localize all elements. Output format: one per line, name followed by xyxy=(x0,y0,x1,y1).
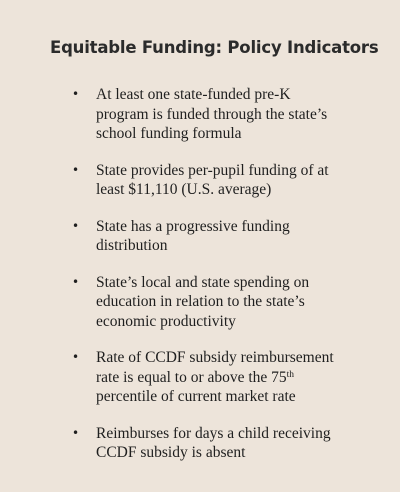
bullet-icon: • xyxy=(72,87,80,101)
indicator-text-line: rate is equal to or above the 75 xyxy=(96,368,287,386)
list-item xyxy=(0,161,400,200)
bullet-icon: • xyxy=(72,425,80,440)
list-item xyxy=(0,85,400,144)
bullet-icon: • xyxy=(72,218,80,233)
indicator-text-line: Reimburses for days a child receiving xyxy=(96,424,331,442)
indicator-text-line: school funding formula xyxy=(96,125,242,142)
indicator-text-line: State has a progressive funding xyxy=(96,217,290,235)
indicator-text-line: CCDF subsidy is absent xyxy=(96,444,246,461)
indicator-text-line: least $11,110 (U.S. average) xyxy=(96,181,272,198)
list-item xyxy=(0,348,400,407)
ordinal-superscript: th xyxy=(286,369,295,380)
indicator-text-line: Rate of CCDF subsidy reimbursement xyxy=(96,349,334,366)
list-item xyxy=(0,273,400,332)
indicator-text-line: distribution xyxy=(96,237,168,254)
bullet-icon: • xyxy=(72,162,80,177)
indicator-text-line: At least one state-funded pre-K xyxy=(96,86,291,103)
indicator-text-line: percentile of current market rate xyxy=(96,388,296,405)
panel-title: Equitable Funding: Policy Indicators xyxy=(50,38,379,57)
indicator-text-line: program is funded through the state’s xyxy=(96,105,328,123)
list-item xyxy=(0,424,400,463)
indicator-list xyxy=(0,85,400,480)
indicator-text-line: economic productivity xyxy=(96,312,236,330)
list-item xyxy=(0,217,400,256)
indicator-text-line: State’s local and state spending on xyxy=(96,273,310,291)
bullet-icon: • xyxy=(72,274,80,289)
bullet-icon: • xyxy=(72,350,80,364)
indicator-text-line: State provides per-pupil funding of at xyxy=(96,161,329,179)
indicator-text-line: education in relation to the state’s xyxy=(96,293,305,310)
